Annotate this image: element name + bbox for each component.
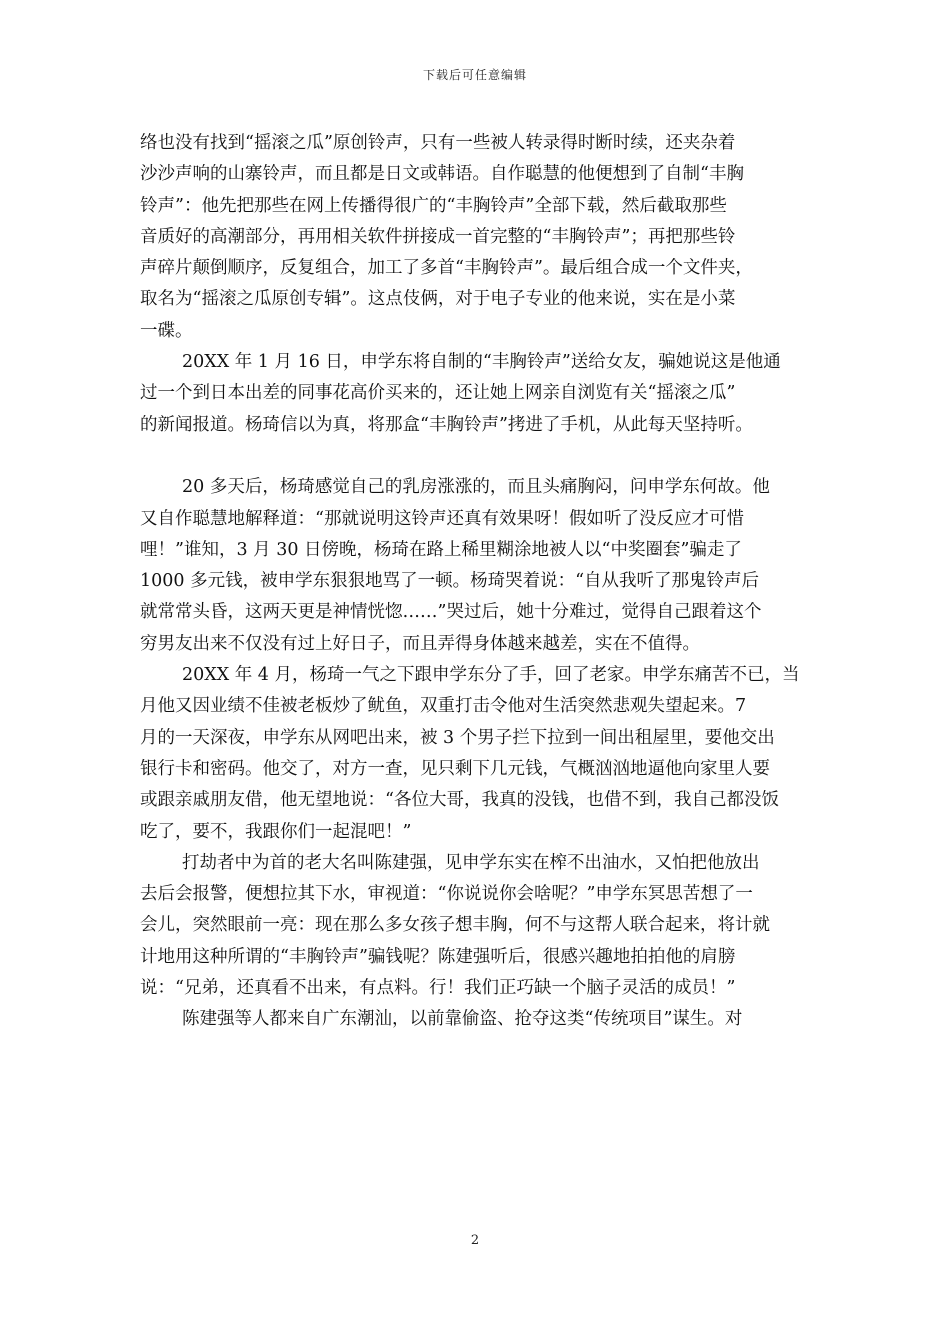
paragraph-first-line: 陈建强等人都来自广东潮汕，以前靠偷盗、抢夺这类“传统项目”谋生。对 (182, 1009, 743, 1030)
text-line: 月他又因业绩不佳被老板炒了鱿鱼，双重打击令他对生活突然悲观失望起来。7 (140, 696, 747, 717)
text-line: 沙沙声响的山寨铃声，而且都是日文或韩语。自作聪慧的他便想到了自制“丰胸 (140, 164, 744, 185)
text-line: 的新闻报道。杨琦信以为真，将那盒“丰胸铃声”拷进了手机，从此每天坚持听。 (140, 414, 753, 435)
text-line: 又自作聪慧地解释道：“那就说明这铃声还真有效果呀！假如听了没反应才可惜 (140, 508, 744, 529)
text-line: 声碎片颠倒顺序，反复组合，加工了多首“丰胸铃声”。最后组合成一个文件夹， (140, 258, 753, 279)
text-line: 过一个到日本出差的同事花高价买来的，还让她上网亲自浏览有关“摇滚之瓜” (140, 383, 736, 404)
text-line: 取名为“摇滚之瓜原创专辑”。这点伎俩，对于电子专业的他来说，实在是小菜 (140, 289, 736, 310)
text-line: 络也没有找到“摇滚之瓜”原创铃声，只有一些被人转录得时断时续，还夹杂着 (140, 133, 736, 153)
text-line: 月的一天深夜，申学东从网吧出来，被 3 个男子拦下拉到一间出租屋里，要他交出 (140, 727, 775, 748)
text-line: 穷男友出来不仅没有过上好日子，而且弄得身体越来越差，实在不值得。 (140, 633, 700, 654)
page-number: 2 (470, 1233, 480, 1248)
text-line: 哩！”谁知，3 月 30 日傍晚，杨琦在路上稀里糊涂地被人以“中奖圈套”骗走了 (140, 539, 742, 560)
paragraph-first-line: 20XX 年 1 月 16 日，申学东将自制的“丰胸铃声”送给女友，骗她说这是他通 (182, 352, 781, 373)
text-line: 说：“兄弟，还真看不出来，有点料。行！我们正巧缺一个脑子灵活的成员！” (140, 978, 736, 999)
document-body (140, 128, 820, 1036)
text-line: 去后会报警，便想拉其下水，审视道：“你说说你会啥呢？”申学东冥思苦想了一 (140, 884, 753, 905)
paragraph-gap (140, 441, 820, 472)
text-line: 吃了，要不，我跟你们一起混吧！” (140, 821, 412, 842)
text-line: 银行卡和密码。他交了，对方一查，见只剩下几元钱，气概汹汹地逼他向家里人要 (140, 758, 770, 779)
text-line: 一碟。 (140, 320, 193, 341)
text-line: 或跟亲戚朋友借，他无望地说：“各位大哥，我真的没钱，也借不到，我自己都没饭 (140, 790, 779, 811)
page-header: 下载后可任意编辑 (422, 68, 527, 82)
text-line: 会儿，突然眼前一亮：现在那么多女孩子想丰胸，何不与这帮人联合起来，将计就 (140, 915, 770, 936)
paragraph-first-line: 打劫者中为首的老大名叫陈建强，见申学东实在榨不出油水，又怕把他放出 (182, 852, 760, 873)
paragraph-first-line: 20XX 年 4 月，杨琦一气之下跟申学东分了手，回了老家。申学东痛苦不已，当 (182, 665, 800, 686)
paragraph-first-line: 20 多天后，杨琦感觉自己的乳房涨涨的，而且头痛胸闷，问申学东何故。他 (182, 477, 770, 498)
text-line: 计地用这种所谓的“丰胸铃声”骗钱呢？陈建强听后，很感兴趣地拍拍他的肩膀 (140, 946, 736, 967)
text-line: 铃声”：他先把那些在网上传播得很广的“丰胸铃声”全部下载，然后截取那些 (140, 195, 727, 216)
text-line: 音质好的高潮部分，再用相关软件拼接成一首完整的“丰胸铃声”；再把那些铃 (140, 226, 736, 247)
text-line: 就常常头昏，这两天更是神情恍惚……”哭过后，她十分难过，觉得自己跟着这个 (140, 602, 762, 623)
text-line: 1000 多元钱，被申学东狠狠地骂了一顿。杨琦哭着说：“自从我听了那鬼铃声后 (140, 571, 760, 592)
